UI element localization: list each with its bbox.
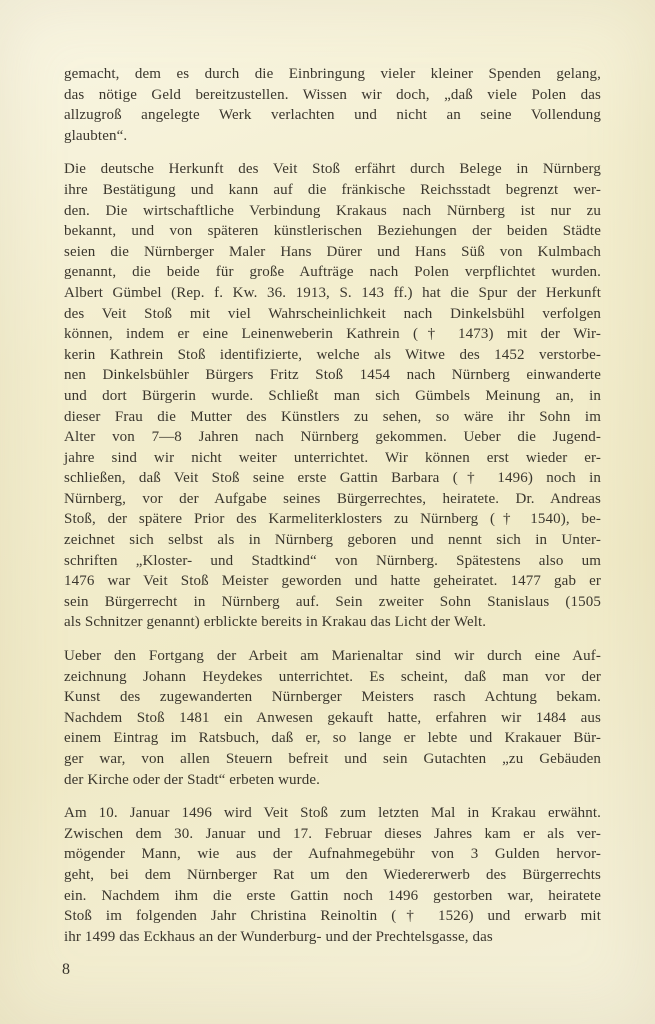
text-line: Stoß, der spätere Prior des Karmeliterklosters zu Nürnberg († 1540), be- <box>64 511 601 528</box>
text-line: allzugroß angelegte Werk verlachten und nicht an seine Vollendung <box>64 107 601 124</box>
text-line: ihre Bestätigung und kann auf die fränkische Reichsstadt begrenzt wer- <box>64 181 601 198</box>
text-line: Stoß im folgenden Jahr Christina Reinoltin († 1526) und erwarb mit <box>64 908 601 925</box>
page-text-block <box>64 64 601 947</box>
text-line: schriften „Kloster- und Stadtkind“ von Nürnberg. Spätestens also um <box>64 552 601 569</box>
text-line: nen Dinkelsbühler Bürgers Fritz Stoß 1454 nach Nürnberg einwanderte <box>64 367 601 384</box>
text-line: als Schnitzer genannt) erblickte bereits in Krakau das Licht der Welt. <box>64 614 487 631</box>
text-line: Nürnberg, vor der Aufgabe seines Bürgerrechtes, heiratete. Dr. Andreas <box>64 490 601 507</box>
text-line: ihr 1499 das Eckhaus an der Wunderburg- und der Prechtelsgasse, das <box>64 928 493 945</box>
text-line: können, indem er eine Leinenweberin Kathrein († 1473) mit der Wir- <box>64 326 601 343</box>
text-line: seien die Nürnberger Maler Hans Dürer und Hans Süß von Kulmbach <box>64 243 601 260</box>
text-line: Albert Gümbel (Rep. f. Kw. 36. 1913, S. 143 ff.) hat die Spur der Herkunft <box>64 284 601 301</box>
text-line: des Veit Stoß mit viel Wahrscheinlichkeit nach Dinkelsbühl verfolgen <box>64 305 601 322</box>
text-line: Zwischen dem 30. Januar und 17. Februar dieses Jahres kam er als ver- <box>64 825 601 842</box>
text-line: geht, bei dem Nürnberger Rat um den Wiedererwerb des Bürgerrechts <box>64 866 601 883</box>
text-line: 1476 war Veit Stoß Meister geworden und hatte geheiratet. 1477 gab er <box>64 573 601 590</box>
text-line: zeichnet sich selbst als in Nürnberg geboren und nennt sich in Unter- <box>64 532 601 549</box>
text-line: der Kirche oder der Stadt“ erbeten wurde. <box>64 771 321 788</box>
text-line: gemacht, dem es durch die Einbringung vieler kleiner Spenden gelang, <box>64 66 601 82</box>
text-line: genannt, die beide für große Aufträge nach Polen verpflichtet wurden. <box>64 264 601 281</box>
text-line: Die deutsche Herkunft des Veit Stoß erfährt durch Belege in Nürnberg <box>64 161 601 178</box>
text-line: ger war, von allen Steuern befreit und sein Gutachten „zu Gebäuden <box>64 751 601 767</box>
text-line: Nachdem Stoß 1481 ein Anwesen gekauft hatte, erfahren wir 1484 aus <box>64 709 601 726</box>
text-line: einem Eintrag im Ratsbuch, daß er, so lange er lebte und Krakauer Bür- <box>64 730 601 747</box>
text-line: schließen, daß Veit Stoß seine erste Gattin Barbara († 1496) noch in <box>64 470 601 487</box>
text-line: zeichnung Johann Heydekes unterrichtet. Es scheint, daß man vor der <box>64 668 601 685</box>
text-line: sein Bürgerrecht in Nürnberg auf. Sein zweiter Sohn Stanislaus (1505 <box>64 593 601 610</box>
text-line: dieser Frau die Mutter des Künstlers zu sehen, so wäre ihr Sohn im <box>64 408 601 425</box>
text-line: kerin Kathrein Stoß identifizierte, welche als Witwe des 1452 verstorbe- <box>64 346 601 363</box>
paragraph <box>64 803 601 947</box>
text-line: Ueber den Fortgang der Arbeit am Marienaltar sind wir durch eine Auf- <box>64 648 601 665</box>
text-line: jahre sind wir nicht weiter unterrichtet. Wir können erst wieder er- <box>64 449 601 466</box>
text-line: das nötige Geld bereitzustellen. Wissen wir doch, „daß viele Polen das <box>64 86 601 103</box>
text-line: ein. Nachdem ihm die erste Gattin noch 1496 gestorben war, heiratete <box>64 887 601 904</box>
text-line: glaubten“. <box>64 127 128 144</box>
text-line: den. Die wirtschaftliche Verbindung Krakaus nach Nürnberg ist nur zu <box>64 202 601 219</box>
text-line: Kunst des zugewanderten Nürnberger Meisters rasch Achtung bekam. <box>64 689 601 706</box>
paragraph <box>64 159 601 633</box>
text-line: und dort Bürgerin wurde. Schließt man sich Gümbels Meinung an, in <box>64 387 601 404</box>
text-line: mögender Mann, wie aus der Aufnahmegebühr von 3 Gulden hervor- <box>64 846 601 863</box>
paragraph <box>64 646 601 790</box>
text-line: bekannt, und von späteren künstlerischen Beziehungen der beiden Städte <box>64 223 601 240</box>
page-number: 8 <box>62 961 70 978</box>
text-line: Alter von 7—8 Jahren nach Nürnberg gekommen. Ueber die Jugend- <box>64 429 601 446</box>
text-line: Am 10. Januar 1496 wird Veit Stoß zum letzten Mal in Krakau erwähnt. <box>64 805 601 822</box>
paragraph <box>64 64 601 146</box>
